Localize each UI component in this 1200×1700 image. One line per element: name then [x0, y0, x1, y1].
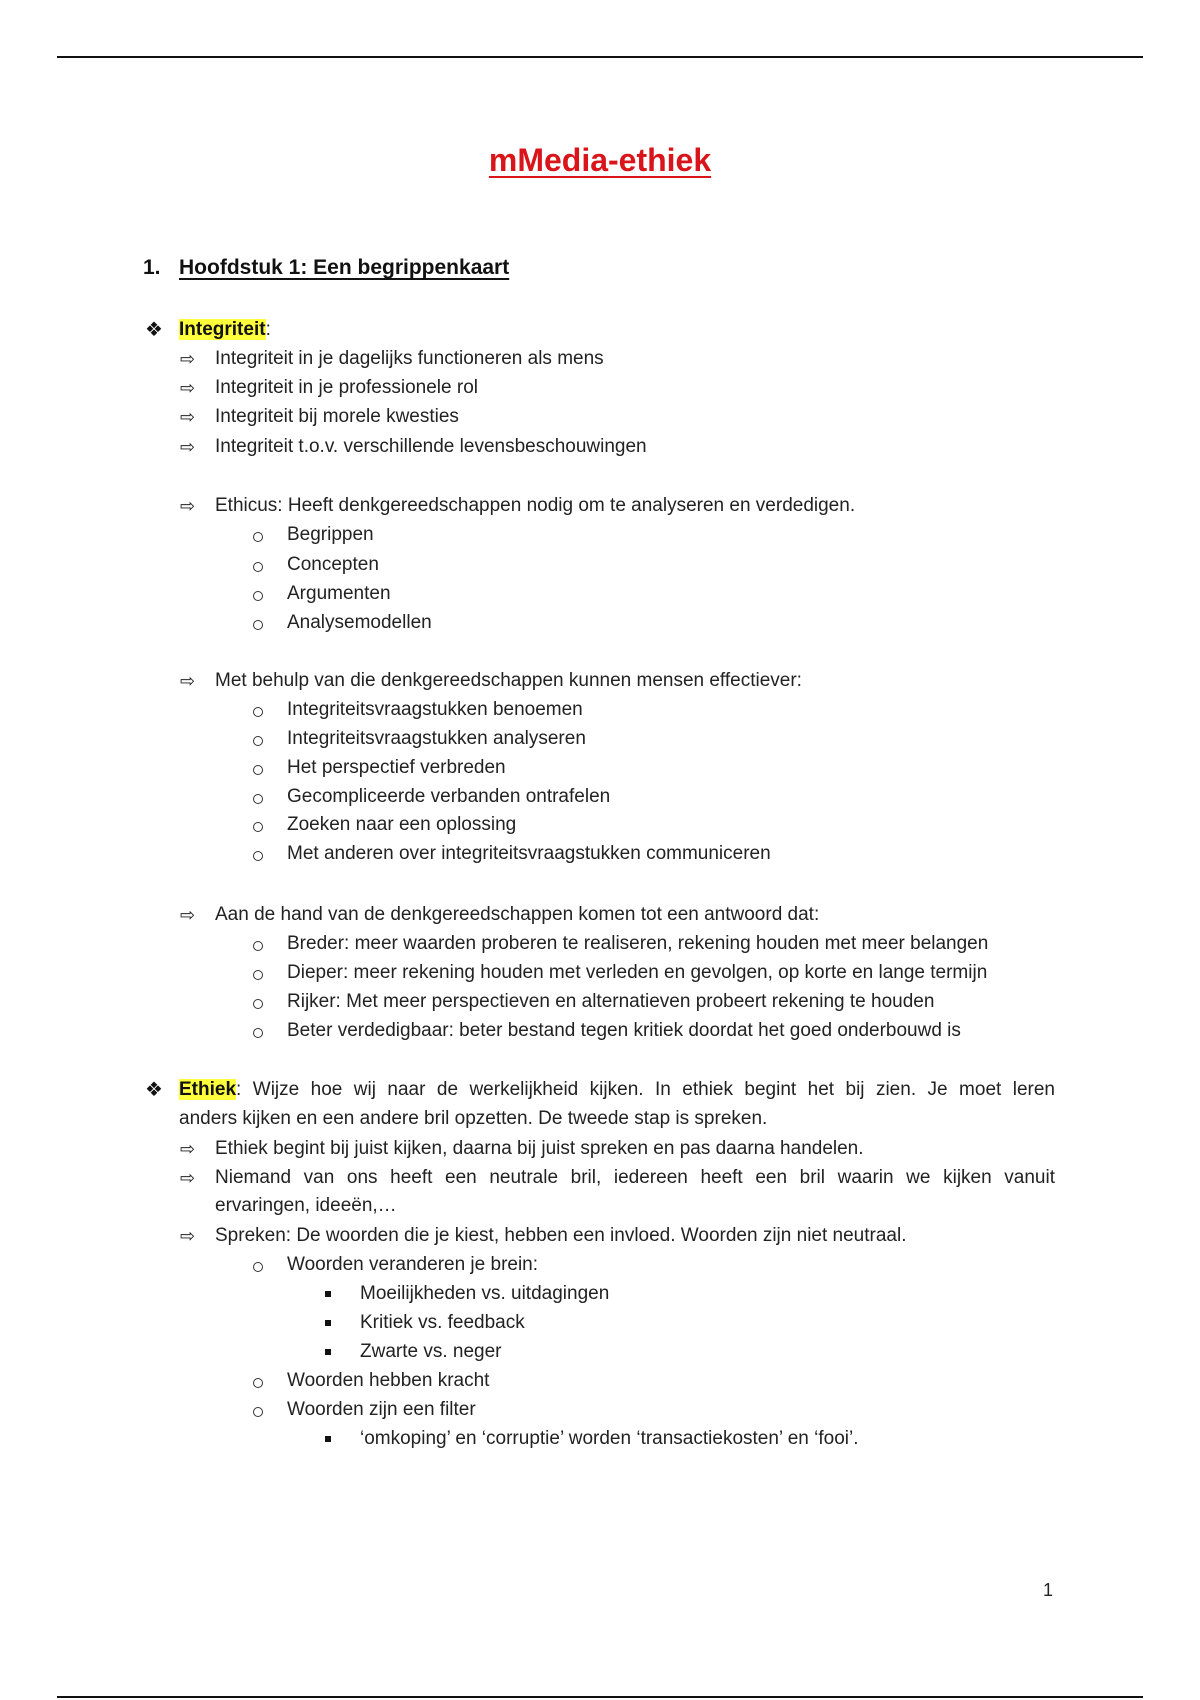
arrow-bullet-icon: ⇨ [180, 437, 196, 457]
term-integriteit: Integriteit: [179, 319, 271, 340]
integriteit-item: Integriteit in je dagelijks functioneren als mens [215, 348, 604, 369]
arrow-bullet-icon: ⇨ [180, 407, 196, 427]
ethiek-definition-line2: anders kijken en een andere bril opzetten. De tweede stap is spreken. [179, 1108, 768, 1129]
filter-text: Woorden zijn een filter [287, 1399, 476, 1420]
behulp-sub-item: Integriteitsvraagstukken benoemen [287, 699, 583, 720]
ethicus-sub-item: Argumenten [287, 583, 391, 604]
arrow-bullet-icon: ⇨ [180, 1226, 196, 1246]
behulp-sub-item: Het perspectief verbreden [287, 757, 506, 778]
arrow-bullet-icon: ⇨ [180, 671, 196, 691]
circle-bullet-icon [253, 999, 263, 1009]
integriteit-item: Integriteit in je professionele rol [215, 377, 478, 398]
behulp-sub-item: Zoeken naar een oplossing [287, 814, 517, 835]
circle-bullet-icon [253, 1028, 263, 1038]
antwoord-sub-item: Beter verdedigbaar: beter bestand tegen kritiek doordat het goed onderbouwd is [287, 1020, 961, 1041]
arrow-bullet-icon: ⇨ [180, 378, 196, 398]
brein-sub-item: Zwarte vs. neger [360, 1341, 502, 1362]
arrow-bullet-icon: ⇨ [180, 905, 196, 925]
ethiek-arrow-item-continued: ervaringen, ideeën,… [215, 1195, 397, 1216]
brein-sub-item: Moeilijkheden vs. uitdagingen [360, 1283, 610, 1304]
ethicus-sub-item: Concepten [287, 554, 379, 575]
chapter-heading [143, 254, 509, 282]
ethiek-arrow-item: Niemand van ons heeft een neutrale bril, iedereen heeft een bril waarin we kijken vanuit [215, 1167, 1055, 1188]
ethicus-sub-item: Begrippen [287, 524, 374, 545]
document-title: mMedia-ethiek [488, 142, 712, 178]
antwoord-sub-item: Dieper: meer rekening houden met verleden en gevolgen, op korte en lange termijn [287, 962, 988, 983]
behulp-text: Met behulp van die denkgereedschappen kunnen mensen effectiever: [215, 670, 802, 691]
circle-bullet-icon [253, 707, 263, 717]
circle-bullet-icon [253, 620, 263, 630]
integriteit-item: Integriteit bij morele kwesties [215, 406, 459, 427]
circle-bullet-icon [253, 794, 263, 804]
square-bullet-icon [325, 1349, 331, 1355]
circle-bullet-icon [253, 736, 263, 746]
antwoord-sub-item: Breder: meer waarden proberen te realiseren, rekening houden met meer belangen [287, 933, 989, 954]
circle-bullet-icon [253, 822, 263, 832]
brein-text: Woorden veranderen je brein: [287, 1254, 539, 1275]
integriteit-item: Integriteit t.o.v. verschillende levensbeschouwingen [215, 436, 647, 457]
circle-bullet-icon [253, 765, 263, 775]
square-bullet-icon [325, 1436, 331, 1442]
arrow-bullet-icon: ⇨ [180, 1139, 196, 1159]
circle-bullet-icon [253, 562, 263, 572]
arrow-bullet-icon: ⇨ [180, 1168, 196, 1188]
antwoord-text: Aan de hand van de denkgereedschappen komen tot een antwoord dat: [215, 904, 820, 925]
circle-bullet-icon [253, 1262, 263, 1272]
behulp-sub-item: Met anderen over integriteitsvraagstukken communiceren [287, 843, 771, 864]
ethiek-definition-line1: Ethiek: Wijze hoe wij naar de werkelijkheid kijken. In ethiek begint het bij zien. Je moet leren [179, 1079, 1055, 1100]
behulp-sub-item: Gecompliceerde verbanden ontrafelen [287, 786, 611, 807]
kracht-text: Woorden hebben kracht [287, 1370, 490, 1391]
circle-bullet-icon [253, 591, 263, 601]
ethiek-arrow-item: Ethiek begint bij juist kijken, daarna bij juist spreken en pas daarna handelen. [215, 1138, 864, 1159]
circle-bullet-icon [253, 970, 263, 980]
circle-bullet-icon [253, 1378, 263, 1388]
ethiek-arrow-item: Spreken: De woorden die je kiest, hebben een invloed. Woorden zijn niet neutraal. [215, 1225, 907, 1246]
circle-bullet-icon [253, 941, 263, 951]
chapter-title: Hoofdstuk 1: Een begrippenkaart [179, 256, 510, 279]
behulp-sub-item: Integriteitsvraagstukken analyseren [287, 728, 586, 749]
bottom-rule [57, 1696, 1143, 1698]
arrow-bullet-icon: ⇨ [180, 349, 196, 369]
diamond-bullet-icon: ❖ [145, 319, 163, 341]
antwoord-sub-item: Rijker: Met meer perspectieven en alternatieven probeert rekening te houden [287, 991, 935, 1012]
ethicus-sub-item: Analysemodellen [287, 612, 432, 633]
top-rule [57, 56, 1143, 58]
brein-sub-item: Kritiek vs. feedback [360, 1312, 525, 1333]
chapter-number: 1. [143, 256, 161, 279]
square-bullet-icon [325, 1320, 331, 1326]
circle-bullet-icon [253, 532, 263, 542]
square-bullet-icon [325, 1291, 331, 1297]
page-number: 1 [1043, 1580, 1054, 1600]
ethicus-text: Ethicus: Heeft denkgereedschappen nodig om te analyseren en verdedigen. [215, 495, 856, 516]
filter-sub-item: ‘omkoping’ en ‘corruptie’ worden ‘transactiekosten’ en ‘fooi’. [360, 1428, 859, 1449]
circle-bullet-icon [253, 1407, 263, 1417]
diamond-bullet-icon: ❖ [145, 1079, 163, 1101]
arrow-bullet-icon: ⇨ [180, 496, 196, 516]
circle-bullet-icon [253, 851, 263, 861]
